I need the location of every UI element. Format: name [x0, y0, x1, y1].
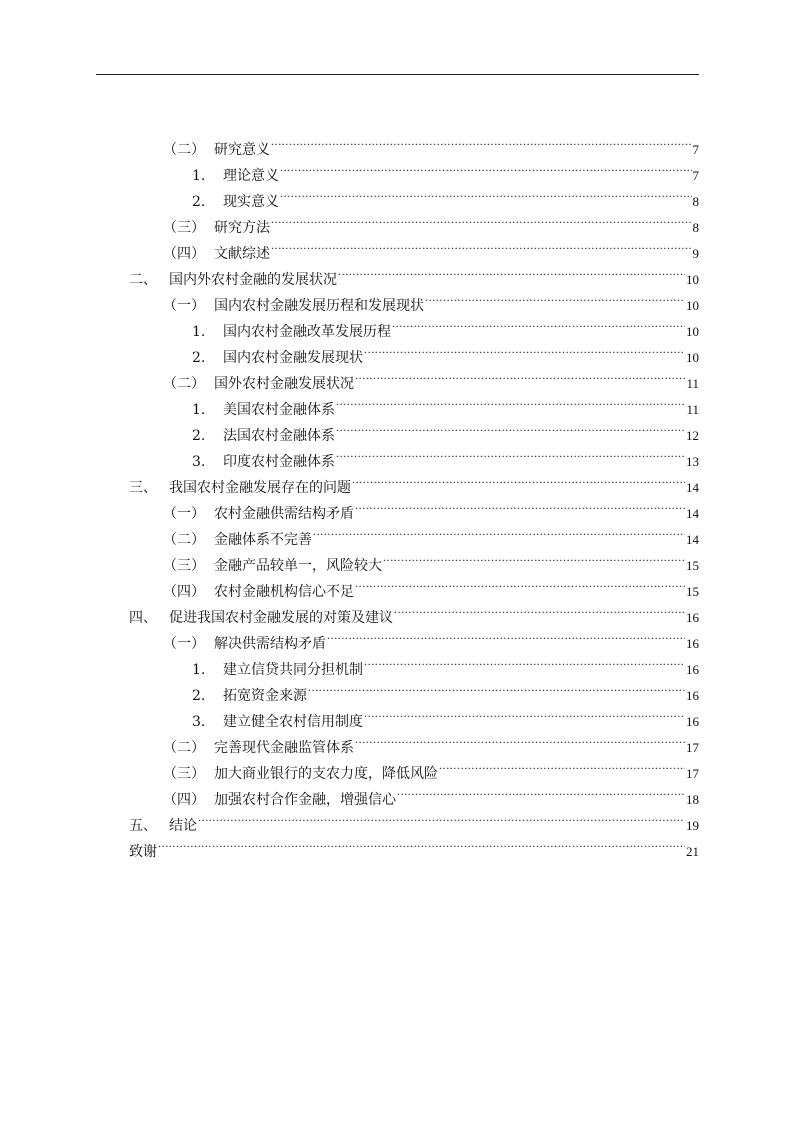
toc-entry-number: （一） [163, 506, 205, 522]
toc-entry-page-number: 14 [686, 480, 699, 495]
toc-entry-title: 加大商业银行的支农力度，降低风险 [214, 766, 438, 782]
dot-leader [338, 258, 685, 284]
toc-entry-title: 研究方法 [214, 220, 270, 236]
toc-entry[interactable] [0, 362, 793, 392]
dot-leader [355, 570, 685, 596]
toc-entry-number: 2. [192, 350, 206, 366]
toc-entry[interactable] [0, 544, 793, 574]
toc-entry[interactable] [0, 648, 793, 678]
toc-entry-page-number: 8 [692, 194, 699, 209]
toc-entry-number: （二） [163, 376, 205, 392]
toc-entry-page-number: 16 [686, 636, 699, 651]
dot-leader [352, 466, 685, 492]
toc-entry-page-number: 10 [686, 350, 699, 365]
toc-entry-number: 1. [192, 402, 206, 418]
dot-leader [397, 778, 685, 804]
toc-entry-number: （二） [163, 532, 205, 548]
toc-entry-page-number: 14 [686, 506, 699, 521]
dot-leader [280, 180, 692, 206]
toc-entry-page-number: 7 [692, 168, 699, 183]
toc-entry-page-number: 10 [686, 272, 699, 287]
toc-entry[interactable] [0, 466, 793, 496]
toc-entry-page-number: 11 [686, 402, 699, 417]
toc-entry[interactable] [0, 310, 793, 340]
toc-entry-page-number: 17 [686, 766, 699, 781]
toc-entry-page-number: 18 [686, 792, 699, 807]
dot-leader [383, 544, 685, 570]
toc-entry-title: 法国农村金融体系 [223, 428, 335, 444]
toc-entry-number: 3. [192, 454, 206, 470]
dot-leader [394, 596, 685, 622]
dot-leader [271, 232, 692, 258]
toc-entry-page-number: 7 [692, 142, 699, 157]
toc-entry-number: 2. [192, 194, 206, 210]
toc-entry-number: （三） [163, 220, 205, 236]
toc-entry[interactable] [0, 440, 793, 470]
toc-entry[interactable] [0, 804, 793, 834]
toc-entry-page-number: 13 [686, 454, 699, 469]
toc-entry[interactable] [0, 414, 793, 444]
toc-entry-number: （一） [163, 636, 205, 652]
toc-entry-page-number: 10 [686, 324, 699, 339]
toc-entry-number: 1. [192, 324, 206, 340]
toc-entry[interactable] [0, 622, 793, 652]
toc-entry-page-number: 17 [686, 740, 699, 755]
toc-entry-page-number: 16 [686, 662, 699, 677]
toc-entry-title: 国内农村金融发展现状 [223, 350, 363, 366]
toc-entry-number: 二、 [129, 272, 157, 288]
dot-leader [158, 830, 685, 856]
dot-leader [364, 336, 685, 362]
dot-leader [355, 726, 685, 752]
toc-entry-title: 我国农村金融发展存在的问题 [169, 480, 351, 496]
toc-entry-title: 金融体系不完善 [214, 532, 312, 548]
toc-entry-page-number: 16 [686, 714, 699, 729]
dot-leader [271, 128, 692, 154]
toc-entry-number: （二） [163, 142, 205, 158]
toc-entry-page-number: 15 [686, 584, 699, 599]
toc-entry-number: 1. [192, 662, 206, 678]
toc-entry[interactable] [0, 232, 793, 262]
dot-leader [308, 674, 685, 700]
toc-entry-number: 2. [192, 688, 206, 704]
toc-entry[interactable] [0, 518, 793, 548]
dot-leader [198, 804, 685, 830]
toc-entry-title: 金融产品较单一，风险较大 [214, 558, 382, 574]
toc-entry-page-number: 12 [686, 428, 699, 443]
toc-entry-title: 印度农村金融体系 [223, 454, 335, 470]
toc-entry-number: 1. [192, 168, 206, 184]
toc-entry-number: 3. [192, 714, 206, 730]
toc-entry[interactable] [0, 284, 793, 314]
toc-entry-title: 国内农村金融改革发展历程 [223, 324, 391, 340]
toc-entry-page-number: 9 [692, 246, 699, 261]
toc-entry-title: 解决供需结构矛盾 [214, 636, 326, 652]
toc-entry-title: 美国农村金融体系 [223, 402, 335, 418]
dot-leader [336, 440, 685, 466]
toc-entry-title: 建立信贷共同分担机制 [223, 662, 363, 678]
toc-entry-number: 五、 [129, 818, 157, 834]
toc-entry[interactable] [0, 388, 793, 418]
dot-leader [327, 622, 685, 648]
dot-leader [364, 700, 685, 726]
toc-entry-page-number: 8 [692, 220, 699, 235]
toc-entry-number: （一） [163, 298, 205, 314]
toc-entry[interactable] [0, 258, 793, 288]
toc-entry-title: 文献综述 [214, 246, 270, 262]
toc-entry-title: 农村金融供需结构矛盾 [214, 506, 354, 522]
toc-entry-number: （四） [163, 792, 205, 808]
toc-entry[interactable] [0, 674, 793, 704]
toc-entry-page-number: 16 [686, 688, 699, 703]
toc-entry-page-number: 14 [686, 532, 699, 547]
toc-entry-title: 促进我国农村金融发展的对策及建议 [169, 610, 393, 626]
toc-entry[interactable] [0, 128, 793, 158]
toc-entry-title: 理论意义 [223, 168, 279, 184]
toc-entry[interactable] [0, 778, 793, 808]
toc-entry-title: 国内农村金融发展历程和发展现状 [214, 298, 424, 314]
toc-entry-title: 国内外农村金融的发展状况 [169, 272, 337, 288]
toc-entry[interactable] [0, 596, 793, 626]
toc-entry-page-number: 19 [686, 818, 699, 833]
toc-entry-number: （三） [163, 558, 205, 574]
toc-entry-number: 2. [192, 428, 206, 444]
toc-entry-page-number: 11 [686, 376, 699, 391]
toc-entry[interactable] [0, 206, 793, 236]
toc-entry[interactable] [0, 752, 793, 782]
toc-entry[interactable] [0, 570, 793, 600]
dot-leader [313, 518, 685, 544]
toc-entry-title: 农村金融机构信心不足 [214, 584, 354, 600]
header-rule [96, 74, 699, 75]
table-of-contents [0, 128, 793, 860]
toc-entry[interactable] [0, 492, 793, 522]
dot-leader [392, 310, 685, 336]
toc-entry-title: 拓宽资金来源 [223, 688, 307, 704]
toc-entry-number: （二） [163, 740, 205, 756]
toc-entry-number: （四） [163, 584, 205, 600]
toc-entry-number: （三） [163, 766, 205, 782]
toc-entry-title: 建立健全农村信用制度 [223, 714, 363, 730]
toc-entry-title: 现实意义 [223, 194, 279, 210]
toc-entry[interactable] [0, 180, 793, 210]
toc-entry-number: 三、 [129, 480, 157, 496]
dot-leader [355, 362, 685, 388]
toc-entry-title: 完善现代金融监管体系 [214, 740, 354, 756]
toc-entry-title: 加强农村合作金融，增强信心 [214, 792, 396, 808]
toc-entry-title: 研究意义 [214, 142, 270, 158]
toc-entry-number: 四、 [129, 610, 157, 626]
dot-leader [271, 206, 692, 232]
dot-leader [364, 648, 685, 674]
dot-leader [336, 388, 685, 414]
toc-entry[interactable] [0, 154, 793, 184]
dot-leader [336, 414, 685, 440]
dot-leader [280, 154, 692, 180]
toc-entry[interactable] [0, 726, 793, 756]
toc-entry-page-number: 21 [686, 844, 699, 859]
toc-entry-page-number: 16 [686, 610, 699, 625]
toc-entry-title: 致谢 [129, 844, 157, 860]
dot-leader [439, 752, 685, 778]
toc-entry[interactable] [0, 830, 793, 860]
dot-leader [425, 284, 685, 310]
toc-entry-number: （四） [163, 246, 205, 262]
toc-entry[interactable] [0, 336, 793, 366]
dot-leader [355, 492, 685, 518]
toc-entry-title: 国外农村金融发展状况 [214, 376, 354, 392]
toc-entry-page-number: 15 [686, 558, 699, 573]
toc-entry-page-number: 10 [686, 298, 699, 313]
toc-entry-title: 结论 [169, 818, 197, 834]
toc-entry[interactable] [0, 700, 793, 730]
